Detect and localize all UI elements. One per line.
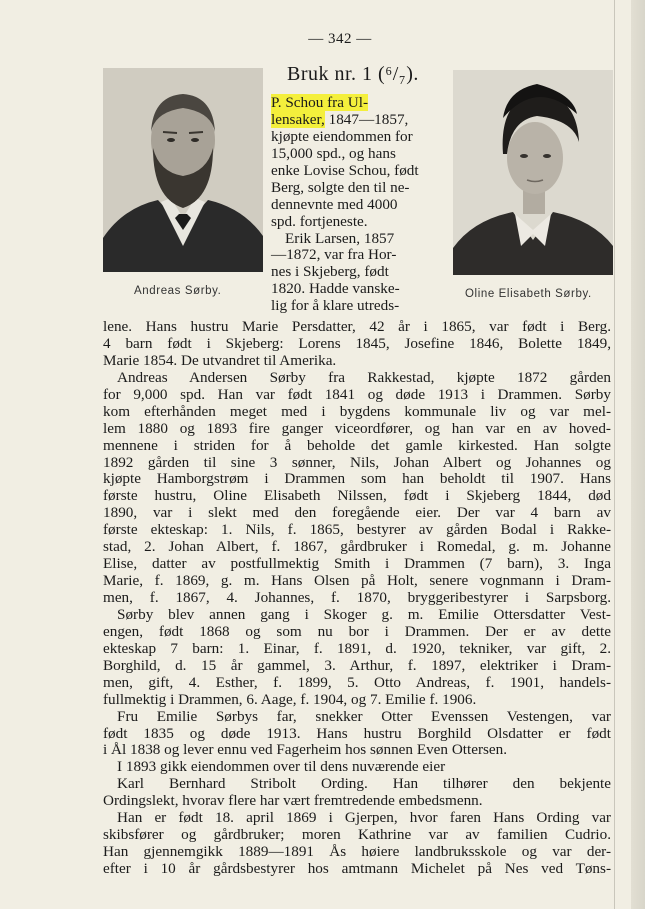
column-line: Berg, solgte den til ne-	[271, 178, 410, 196]
body-line: stad, 2. Johan Albert, f. 1867, gårdbruker i Romedal, g. m. Johanne	[103, 538, 611, 556]
column-line: lig for å klare utreds-	[271, 297, 400, 315]
body-line: Marie 1854. De utvandret til Amerika.	[103, 351, 337, 369]
body-line: 1890, var i slekt med den foregående eier. Der var 4 barn av	[103, 504, 611, 522]
highlighted-text-1: P. Schou fra Ul-	[271, 94, 369, 111]
body-line: skibsfører og gårdbruker; moren Kathrine var av familien Cudrio.	[103, 826, 611, 844]
body-line: Borghild, d. 15 år gammel, 3. Arthur, f. 1897, elektriker i Dram-	[103, 656, 611, 674]
body-line: Han gjennemgikk 1889—1891 Ås høiere landbruksskole og var der-	[103, 843, 611, 861]
column-line: enke Lovise Schou, født	[271, 161, 419, 179]
body-line: første ekteskap: 1. Nils, f. 1865, bestyrer av gården Bodal i Rakke-	[103, 521, 611, 539]
section-heading: Bruk nr. 1 (⁶/₇).	[287, 63, 419, 85]
caption-oline-elisabeth-sorby: Oline Elisabeth Sørby.	[465, 288, 592, 300]
portrait-andreas-sorby	[103, 68, 263, 272]
highlighted-text-2: lensaker,	[271, 110, 325, 128]
body-line: for 9,000 spd. Han var født 1841 og døde 1913 i Drammen. Sørby	[103, 385, 611, 403]
body-line: Fru Emilie Sørbys far, snekker Otter Evenssen Vestengen, var	[117, 707, 611, 725]
body-line: fullmektig i Drammen, 6. Aage, f. 1904, og 7. Emilie f. 1906.	[103, 690, 477, 708]
body-line: Han er født 18. april 1869 i Gjerpen, hvor faren Hans Ording var	[117, 809, 611, 827]
page-edge-line	[614, 0, 615, 909]
body-line: kjøpte Hamborgstrøm i Drammen som han beholdt til 1907. Hans	[103, 470, 611, 488]
body-line: kom efterhånden meget med i bygdens kommunale liv og var mel-	[103, 402, 611, 420]
body-line: lene. Hans hustru Marie Persdatter, 42 år i 1865, var født i Berg.	[103, 318, 611, 335]
column-line: Erik Larsen, 1857	[285, 229, 395, 247]
body-line: men, f. 1867, 4. Johannes, f. 1870, bryggeribestyrer i Sarpsborg.	[103, 589, 611, 606]
body-line: 1892 gården til sine 3 sønner, Nils, Johan Albert og Johannes og	[103, 453, 611, 471]
body-line: i Ål 1838 og lever ennu ved Fagerheim hos sønnen Even Ottersen.	[103, 741, 508, 759]
body-line: men, gift, 4. Esther, f. 1899, 5. Otto Andreas, f. 1901, handels-	[103, 673, 611, 691]
body-line: første hustru, Oline Elisabeth Nilssen, født i Skjeberg 1844, død	[103, 487, 611, 505]
column-line-1	[271, 95, 452, 112]
body-line: Ordingslekt, hvorav flere har vært fremtredende embedsmenn.	[103, 792, 483, 810]
column-line-2	[271, 112, 452, 129]
body-line: Karl Bernhard Stribolt Ording. Han tilhører den bekjente	[117, 775, 611, 793]
body-line: lem 1880 og 1893 fire ganger viceordfører, og han var en av hoved-	[103, 419, 611, 437]
body-line: I 1893 gikk eiendommen over til dens nuværende eier	[117, 758, 446, 776]
body-text	[103, 319, 611, 878]
body-line: Marie, f. 1869, g. m. Hans Olsen på Holt, senere vognmann i Dram-	[103, 572, 611, 590]
column-line: 15,000 spd., og hans	[271, 144, 396, 162]
column-line: —1872, var fra Hor-	[271, 246, 397, 264]
column-line: nes i Skjeberg, født	[271, 263, 389, 281]
column-line: dennevnte med 4000	[271, 195, 398, 213]
column-line: spd. fortjeneste.	[271, 212, 368, 230]
column-line: kjøpte eiendommen for	[271, 127, 413, 145]
body-line: Sørby blev annen gang i Skoger g. m. Emilie Ottersdatter Vest-	[117, 605, 611, 623]
body-line: Elise, datter av postfullmektig Smith i Drammen (7 barn), 3. Inga	[103, 555, 611, 573]
body-line: født 1835 og døde 1913. Hans hustru Borghild Olsdatter er født	[103, 724, 611, 742]
body-line: efter i 10 år gårdsbestyrer hos amtmann Michelet på Nes ved Tøns-	[103, 860, 611, 877]
body-line: Andreas Andersen Sørby fra Rakkestad, kjøpte 1872 gården	[117, 368, 611, 386]
caption-andreas-sorby: Andreas Sørby.	[134, 285, 222, 297]
column-line-2-rest: 1847—1857,	[324, 110, 409, 128]
body-line: engen, født 1868 og som nu bor i Drammen. Der er av dette	[103, 622, 611, 640]
body-line: mennene i striden for å beholde det gamle kirkested. Han solgte	[103, 436, 611, 454]
column-line: 1820. Hadde vanske-	[271, 280, 400, 298]
body-line: ekteskap 7 barn: 1. Einar, f. 1891, d. 1920, tekniker, var gift, 2.	[103, 639, 611, 657]
page-edge-shadow	[631, 0, 645, 909]
body-line: 4 barn født i Skjeberg: Lorens 1845, Josefine 1846, Bolette 1849,	[103, 334, 611, 352]
portrait-oline-elisabeth-sorby	[453, 70, 613, 275]
page-number: — 342 —	[308, 31, 372, 47]
narrow-column	[271, 95, 452, 315]
